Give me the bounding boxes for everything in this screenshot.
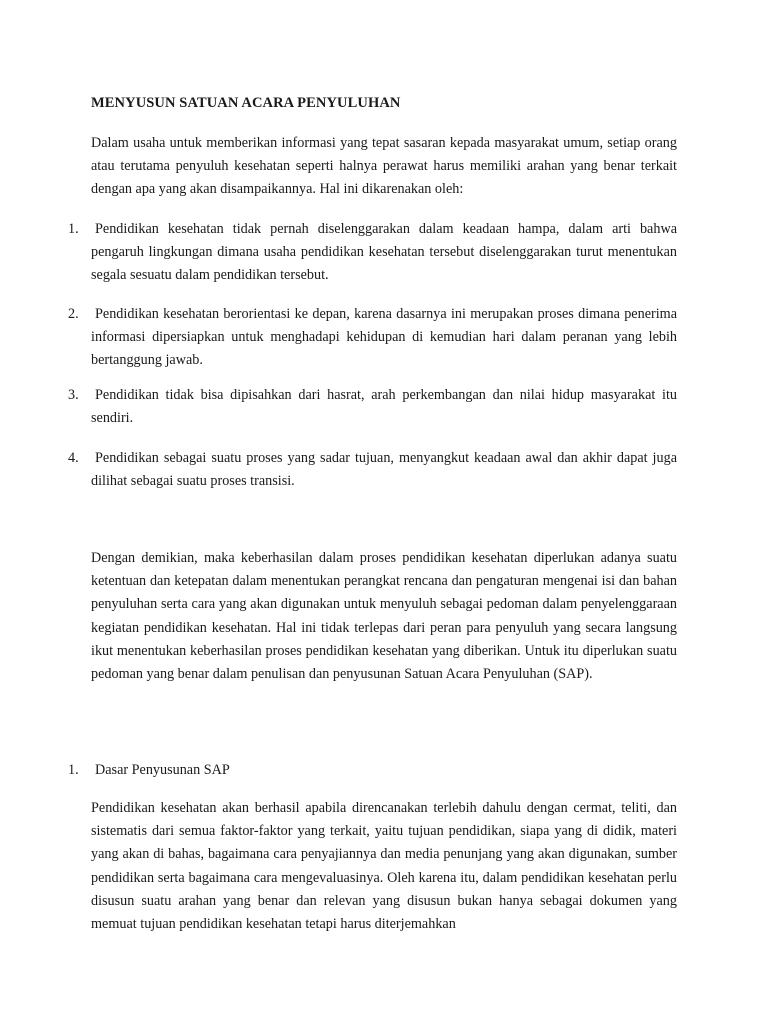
list-item-text: Pendidikan sebagai suatu proses yang sadar tujuan, menyangkut keadaan awal dan akhir dapat juga dilihat sebagai suatu proses transisi. <box>91 450 677 490</box>
section-body-paragraph: Pendidikan kesehatan akan berhasil apabila direncanakan terlebih dahulu dengan cermat, teliti, dan sistematis dari semua faktor-faktor yang terkait, yaitu tujuan pendidikan, siapa yang di didik, materi yang akan di bahas, bagaimana cara penyajiannya dan media penunjang yang akan digunakan, sumber pendidikan serta bagaimana cara mengevaluasinya. Oleh karena itu, dalam pendidikan kesehatan perlu disusun suatu arahan yang benar dan relevan yang disusun bukan hanya sebagai dokumen yang memuat tujuan pendidikan kesehatan tetapi harus diterjemahkan <box>91 800 677 933</box>
section-number: 1. <box>68 762 79 778</box>
list-item-text: Pendidikan kesehatan berorientasi ke depan, karena dasarnya ini merupakan proses dimana penerima informasi dipersiapkan untuk menghadapi kehidupan di kemudian hari dalam peranan yang lebih bertanggung jawab. <box>91 306 677 369</box>
list-item <box>68 447 677 493</box>
intro-paragraph: Dalam usaha untuk memberikan informasi yang tepat sasaran kepada masyarakat umum, setiap orang atau terutama penyuluh kesehatan seperti halnya perawat harus memiliki arahan yang benar terkait dengan apa yang akan disampaikannya. Hal ini dikarenakan oleh: <box>91 135 677 198</box>
list-item-text: Pendidikan kesehatan tidak pernah diselenggarakan dalam keadaan hampa, dalam arti bahwa pengaruh lingkungan dimana usaha pendidikan kesehatan tersebut diselenggarakan turut menentukan segala sesuatu dalam pendidikan tersebut. <box>91 221 677 284</box>
list-item <box>68 303 677 373</box>
document-title: MENYUSUN SATUAN ACARA PENYULUHAN <box>91 95 401 111</box>
list-item-number: 2. <box>68 306 79 322</box>
list-item-number: 1. <box>68 221 79 237</box>
section-heading-text: Dasar Penyusunan SAP <box>95 762 230 778</box>
section-heading <box>68 759 230 782</box>
list-item-text: Pendidikan tidak bisa dipisahkan dari hasrat, arah perkembangan dan nilai hidup masyarakat itu sendiri. <box>91 387 677 427</box>
list-item <box>68 384 677 430</box>
list-item-number: 4. <box>68 450 79 466</box>
conclusion-paragraph: Dengan demikian, maka keberhasilan dalam proses pendidikan kesehatan diperlukan adanya suatu ketentuan dan ketepatan dalam menentukan perangkat rencana dan pengaturan mengenai isi dan bahan penyuluhan serta cara yang akan digunakan untuk menyuluh sebagai pedoman dalam penyelenggaraan kegiatan pendidikan kesehatan. Hal ini tidak terlepas dari peran para penyuluh yang secara langsung ikut menentukan keberhasilan proses pendidikan kesehatan yang diberikan. Untuk itu diperlukan suatu pedoman yang benar dalam penulisan dan penyusunan Satuan Acara Penyuluhan (SAP). <box>91 550 677 683</box>
list-item <box>68 218 677 288</box>
list-item-number: 3. <box>68 387 79 403</box>
